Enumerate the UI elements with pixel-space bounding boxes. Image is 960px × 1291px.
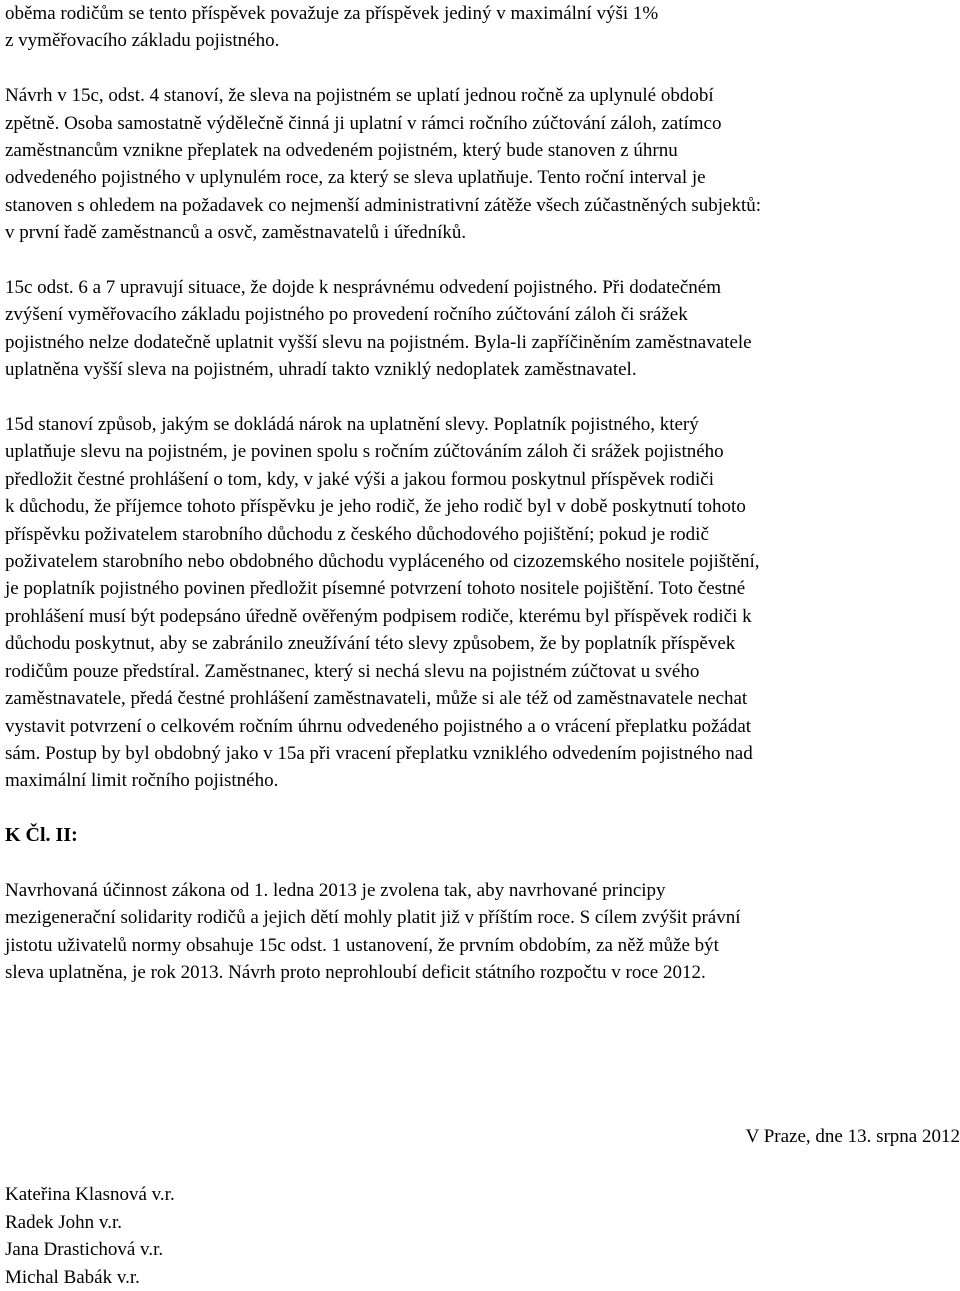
text-line: zaměstnancům vznikne přeplatek na odvedeném pojistném, který bude stanoven z úhrnu [5, 140, 678, 162]
paragraph-spacer [5, 795, 955, 822]
signatory-name: Radek John v.r. [5, 1211, 122, 1233]
text-line: poživatelem starobního nebo obdobného důchodu vypláceného od cizozemského nositele pojištění, [5, 551, 760, 573]
text-line: z vyměřovacího základu pojistného. [5, 30, 280, 52]
text-line: je poplatník pojistného povinen předložit písemné potvrzení tohoto nositele pojištění. Toto čestné [5, 578, 746, 600]
section-heading: K Čl. II: [5, 824, 78, 847]
text-line: sleva uplatněna, je rok 2013. Návrh proto neprohloubí deficit státního rozpočtu v roce 2012. [5, 962, 706, 984]
signatories-list [5, 1181, 175, 1291]
text-line: maximální limit ročního pojistného. [5, 770, 279, 792]
text-line: odvedeného pojistného v uplynulém roce, za který se sleva uplatňuje. Tento roční interval je [5, 167, 706, 189]
paragraph-15c-odst-6-7 [5, 274, 955, 384]
paragraph-effective-date [5, 877, 955, 987]
text-line: 15c odst. 6 a 7 upravují situace, že dojde k nesprávnému odvedení pojistného. Při dodatečném [5, 277, 722, 299]
text-line: prohlášení musí být podepsáno úředně ověřeným podpisem rodiče, kterému byl příspěvek rodiči k [5, 605, 752, 627]
text-line: zpětně. Osoba samostatně výdělečně činná ji uplatní v rámci ročního zúčtování záloh, zatímco [5, 112, 722, 134]
signatory-name: Kateřina Klasnová v.r. [5, 1184, 175, 1205]
signatory-name: Michal Babák v.r. [5, 1266, 140, 1288]
text-line: uplatněna vyšší sleva na pojistném, uhradí takto vzniklý nedoplatek zaměstnavatel. [5, 359, 637, 381]
paragraph-15d [5, 411, 955, 795]
paragraph-spacer [5, 850, 955, 877]
paragraph-spacer [5, 384, 955, 411]
text-line: vystavit potvrzení o celkovém ročním úhrnu odvedeného pojistného a o vrácení přeplatku požádat [5, 715, 752, 737]
text-line: mezigenerační solidarity rodičů a jejich dětí mohly platit již v příštím roce. S cílem zvýšit právní [5, 907, 741, 929]
text-line: Návrh v 15c, odst. 4 stanoví, že sleva na pojistném se uplatí jednou ročně za uplynulé období [5, 85, 714, 107]
paragraph-15c-odst-4 [5, 82, 955, 246]
text-line: sám. Postup by byl obdobný jako v 15a při vracení přeplatku vzniklého odvedením pojistného nad [5, 742, 753, 764]
paragraph-spacer [5, 55, 955, 82]
text-line: důchodu poskytnut, aby se zabránilo zneužívání této slevy způsobem, že by poplatník příspěvek [5, 633, 736, 655]
text-line: k důchodu, že příjemce tohoto příspěvku je jeho rodič, že jeho rodič byl v době poskytnutí tohoto [5, 496, 746, 518]
date-line: V Praze, dne 13. srpna 2012 [745, 1126, 960, 1147]
paragraph-contribution-limit [5, 0, 955, 55]
text-line: stanoven s ohledem na požadavek co nejmenší administrativní zátěže všech zúčastněných subjektů: [5, 194, 762, 216]
text-line: příspěvku poživatelem starobního důchodu z českého důchodového pojištění; pokud je rodič [5, 523, 709, 545]
text-line: oběma rodičům se tento příspěvek považuje za příspěvek jediný v maximální výši 1% [5, 3, 659, 24]
text-line: 15d stanoví způsob, jakým se dokládá nárok na uplatnění slevy. Poplatník pojistného, který [5, 414, 699, 436]
document-page [5, 0, 955, 987]
signatory-name: Jana Drastichová v.r. [5, 1239, 164, 1261]
text-line: uplatňuje slevu na pojistném, je povinen spolu s ročním zúčtováním záloh či srážek pojistného [5, 441, 724, 463]
paragraph-spacer [5, 247, 955, 274]
text-line: zaměstnavatele, předá čestné prohlášení zaměstnavateli, může si ale též od zaměstnavatele nechat [5, 688, 748, 710]
text-line: jistotu uživatelů normy obsahuje 15c odst. 1 ustanovení, že prvním obdobím, za něž může být [5, 934, 719, 956]
text-line: zvýšení vyměřovacího základu pojistného po provedení ročního zúčtování záloh či srážek [5, 304, 688, 326]
text-line: v první řadě zaměstnanců a osvč, zaměstnavatelů i úředníků. [5, 222, 467, 244]
text-line: rodičům pouze předstíral. Zaměstnanec, který si nechá slevu na pojistném zúčtovat u svého [5, 660, 700, 682]
text-line: Navrhovaná účinnost zákona od 1. ledna 2013 je zvolena tak, aby navrhované principy [5, 879, 666, 901]
text-line: pojistného nelze dodatečně uplatnit vyšší slevu na pojistném. Byla-li zapříčiněním zaměstnavatele [5, 331, 752, 353]
text-line: předložit čestné prohlášení o tom, kdy, v jaké výši a jakou formou poskytnul příspěvek rodiči [5, 468, 715, 490]
